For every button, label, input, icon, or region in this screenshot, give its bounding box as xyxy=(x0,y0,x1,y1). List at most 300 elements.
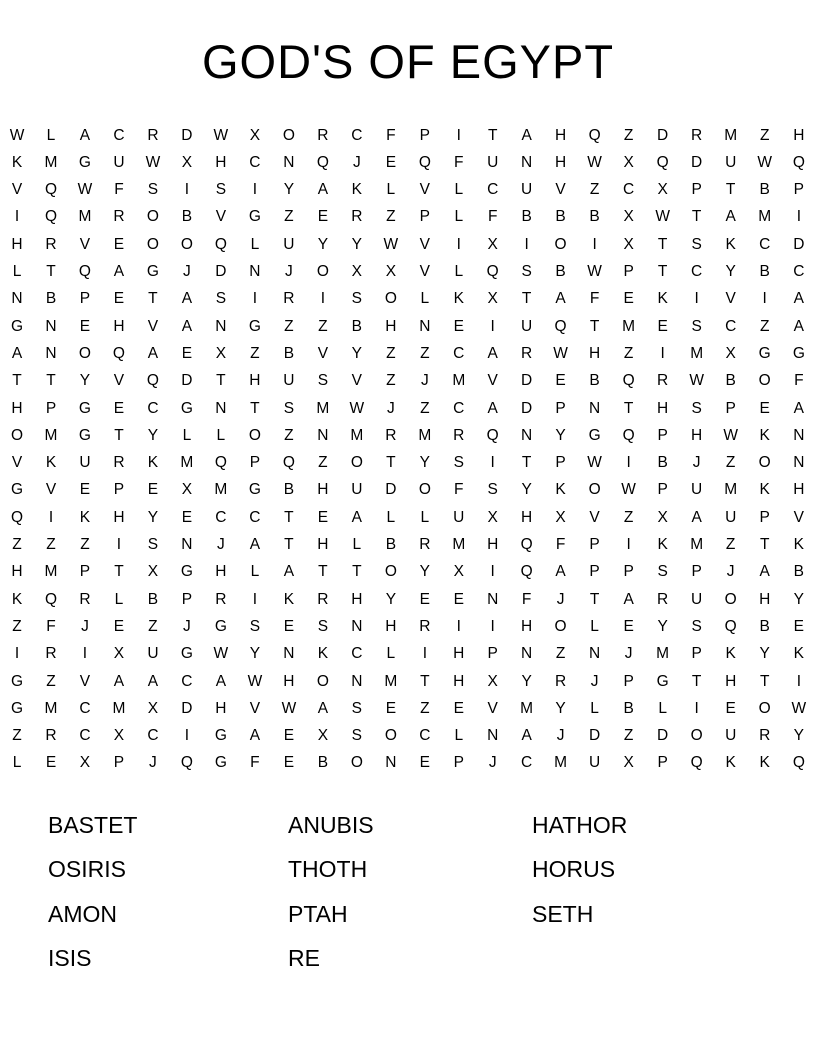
grid-cell[interactable]: R xyxy=(759,727,771,745)
grid-cell[interactable]: A xyxy=(317,181,329,199)
grid-cell[interactable]: M xyxy=(44,563,58,581)
grid-cell[interactable]: V xyxy=(419,263,431,281)
grid-cell[interactable]: T xyxy=(691,672,702,690)
grid-cell[interactable]: P xyxy=(113,754,125,772)
grid-cell[interactable]: X xyxy=(623,235,634,253)
grid-cell[interactable]: A xyxy=(215,672,227,690)
grid-cell[interactable]: K xyxy=(657,536,668,554)
grid-cell[interactable]: I xyxy=(82,645,88,663)
grid-cell[interactable]: G xyxy=(10,699,24,717)
grid-cell[interactable]: B xyxy=(657,454,668,472)
grid-cell[interactable]: Z xyxy=(623,344,634,362)
grid-cell[interactable]: U xyxy=(725,727,737,745)
grid-cell[interactable]: H xyxy=(317,536,329,554)
grid-cell[interactable]: O xyxy=(146,208,159,226)
grid-cell[interactable]: P xyxy=(623,563,634,581)
grid-cell[interactable]: Z xyxy=(623,508,634,526)
grid-cell[interactable]: S xyxy=(351,290,363,308)
grid-cell[interactable]: O xyxy=(588,481,601,499)
grid-cell[interactable]: M xyxy=(690,536,704,554)
grid-cell[interactable]: C xyxy=(351,645,363,663)
grid-cell[interactable]: K xyxy=(725,645,736,663)
grid-cell[interactable]: S xyxy=(691,617,702,635)
grid-cell[interactable]: E xyxy=(725,699,736,717)
grid-cell[interactable]: L xyxy=(590,699,599,717)
grid-cell[interactable]: V xyxy=(215,208,227,226)
grid-cell[interactable]: J xyxy=(556,727,565,745)
grid-cell[interactable]: G xyxy=(656,672,669,690)
grid-cell[interactable]: B xyxy=(147,590,159,608)
grid-cell[interactable]: P xyxy=(691,645,702,663)
grid-cell[interactable]: J xyxy=(183,263,191,281)
grid-cell[interactable]: A xyxy=(147,672,159,690)
grid-cell[interactable]: L xyxy=(250,235,260,253)
grid-cell[interactable]: G xyxy=(180,399,193,417)
grid-cell[interactable]: P xyxy=(419,208,431,226)
grid-cell[interactable]: E xyxy=(283,617,295,635)
grid-cell[interactable]: T xyxy=(284,536,294,554)
grid-cell[interactable]: M xyxy=(350,426,364,444)
grid-cell[interactable]: Z xyxy=(725,454,736,472)
grid-cell[interactable]: V xyxy=(419,235,431,253)
grid-cell[interactable]: R xyxy=(657,590,669,608)
grid-cell[interactable]: N xyxy=(45,344,57,362)
grid-cell[interactable]: L xyxy=(454,208,464,226)
grid-cell[interactable]: Y xyxy=(725,263,736,281)
grid-cell[interactable]: T xyxy=(386,454,396,472)
grid-cell[interactable]: M xyxy=(452,536,466,554)
grid-cell[interactable]: R xyxy=(554,672,567,690)
grid-cell[interactable]: P xyxy=(113,481,125,499)
grid-cell[interactable]: Y xyxy=(147,426,159,444)
grid-cell[interactable]: S xyxy=(351,727,363,745)
grid-cell[interactable]: H xyxy=(215,563,227,581)
grid-cell[interactable]: E xyxy=(113,235,125,253)
grid-cell[interactable]: A xyxy=(487,344,498,362)
grid-cell[interactable]: A xyxy=(793,290,805,308)
grid-cell[interactable]: G xyxy=(10,672,24,690)
grid-cell[interactable]: O xyxy=(554,235,567,253)
grid-cell[interactable]: R xyxy=(113,208,125,226)
grid-cell[interactable]: A xyxy=(521,126,532,144)
grid-cell[interactable]: N xyxy=(351,617,363,635)
grid-cell[interactable]: T xyxy=(759,672,770,690)
grid-cell[interactable]: Y xyxy=(793,590,805,608)
grid-cell[interactable]: D xyxy=(657,727,669,745)
grid-cell[interactable]: Y xyxy=(657,617,668,635)
grid-cell[interactable]: K xyxy=(45,454,57,472)
grid-cell[interactable]: W xyxy=(281,699,297,717)
grid-cell[interactable]: Q xyxy=(44,590,58,608)
grid-cell[interactable]: G xyxy=(146,263,159,281)
grid-cell[interactable]: Z xyxy=(284,426,294,444)
grid-cell[interactable]: Q xyxy=(622,372,635,390)
grid-cell[interactable]: A xyxy=(249,536,261,554)
grid-cell[interactable]: X xyxy=(487,290,498,308)
grid-cell[interactable]: Q xyxy=(10,508,24,526)
grid-cell[interactable]: A xyxy=(249,727,261,745)
grid-cell[interactable]: V xyxy=(79,672,91,690)
grid-cell[interactable]: A xyxy=(181,290,193,308)
grid-cell[interactable]: R xyxy=(453,426,465,444)
grid-cell[interactable]: M xyxy=(384,672,398,690)
grid-cell[interactable]: R xyxy=(215,590,227,608)
grid-cell[interactable]: K xyxy=(555,481,566,499)
grid-cell[interactable]: V xyxy=(725,290,736,308)
grid-cell[interactable]: O xyxy=(384,563,397,581)
grid-cell[interactable]: L xyxy=(454,181,464,199)
grid-cell[interactable]: W xyxy=(349,399,365,417)
grid-cell[interactable]: X xyxy=(623,153,634,171)
grid-cell[interactable]: N xyxy=(793,454,805,472)
grid-cell[interactable]: A xyxy=(555,563,566,581)
grid-cell[interactable]: S xyxy=(521,263,532,281)
grid-cell[interactable]: E xyxy=(113,290,125,308)
grid-cell[interactable]: W xyxy=(689,372,704,390)
grid-cell[interactable]: C xyxy=(725,317,737,335)
grid-cell[interactable]: L xyxy=(420,508,430,526)
grid-cell[interactable]: B xyxy=(181,208,193,226)
grid-cell[interactable]: I xyxy=(320,290,326,308)
grid-cell[interactable]: Y xyxy=(521,672,532,690)
grid-cell[interactable]: O xyxy=(384,290,397,308)
grid-cell[interactable]: Z xyxy=(759,126,770,144)
grid-cell[interactable]: I xyxy=(490,454,495,472)
grid-cell[interactable]: A xyxy=(691,508,702,526)
grid-cell[interactable]: P xyxy=(589,563,600,581)
grid-cell[interactable]: W xyxy=(9,126,25,144)
grid-cell[interactable]: O xyxy=(78,344,91,362)
grid-cell[interactable]: P xyxy=(657,481,668,499)
grid-cell[interactable]: Z xyxy=(623,727,634,745)
grid-cell[interactable]: G xyxy=(214,754,227,772)
grid-cell[interactable]: V xyxy=(79,235,91,253)
grid-cell[interactable]: Z xyxy=(12,727,22,745)
grid-cell[interactable]: L xyxy=(454,727,464,745)
grid-cell[interactable]: I xyxy=(48,508,54,526)
grid-cell[interactable]: T xyxy=(623,399,634,417)
grid-cell[interactable]: S xyxy=(657,563,668,581)
grid-cell[interactable]: H xyxy=(351,590,363,608)
grid-cell[interactable]: M xyxy=(316,399,330,417)
grid-cell[interactable]: H xyxy=(453,672,465,690)
grid-cell[interactable]: F xyxy=(794,372,804,390)
grid-cell[interactable]: O xyxy=(690,727,703,745)
grid-cell[interactable]: X xyxy=(385,263,397,281)
grid-cell[interactable]: I xyxy=(456,617,461,635)
grid-cell[interactable]: P xyxy=(555,399,566,417)
grid-cell[interactable]: E xyxy=(317,208,329,226)
grid-cell[interactable]: B xyxy=(759,617,770,635)
grid-cell[interactable]: F xyxy=(250,754,260,772)
grid-cell[interactable]: E xyxy=(283,754,295,772)
grid-cell[interactable]: E xyxy=(623,290,634,308)
grid-cell[interactable]: Q xyxy=(690,754,703,772)
grid-cell[interactable]: S xyxy=(691,317,702,335)
grid-cell[interactable]: S xyxy=(487,481,498,499)
grid-cell[interactable]: J xyxy=(216,536,225,554)
grid-cell[interactable]: A xyxy=(793,399,805,417)
grid-cell[interactable]: J xyxy=(726,563,735,581)
grid-cell[interactable]: I xyxy=(490,563,495,581)
grid-cell[interactable]: X xyxy=(351,263,363,281)
grid-cell[interactable]: H xyxy=(691,426,703,444)
grid-cell[interactable]: X xyxy=(181,481,193,499)
grid-cell[interactable]: T xyxy=(589,317,600,335)
grid-cell[interactable]: C xyxy=(181,672,193,690)
grid-cell[interactable]: X xyxy=(147,563,159,581)
grid-cell[interactable]: H xyxy=(589,344,601,362)
grid-cell[interactable]: A xyxy=(759,563,770,581)
grid-cell[interactable]: C xyxy=(419,727,431,745)
grid-cell[interactable]: T xyxy=(250,399,260,417)
grid-cell[interactable]: Z xyxy=(623,126,634,144)
grid-cell[interactable]: I xyxy=(490,317,495,335)
grid-cell[interactable]: J xyxy=(556,590,565,608)
grid-cell[interactable]: T xyxy=(487,126,498,144)
grid-cell[interactable]: H xyxy=(453,645,465,663)
grid-cell[interactable]: Z xyxy=(12,536,22,554)
grid-cell[interactable]: X xyxy=(113,727,125,745)
grid-cell[interactable]: K xyxy=(759,754,770,772)
grid-cell[interactable]: L xyxy=(114,590,124,608)
grid-cell[interactable]: U xyxy=(283,235,295,253)
grid-cell[interactable]: X xyxy=(623,754,634,772)
grid-cell[interactable]: K xyxy=(317,645,329,663)
grid-cell[interactable]: E xyxy=(181,344,193,362)
grid-cell[interactable]: C xyxy=(79,727,91,745)
grid-cell[interactable]: K xyxy=(11,153,23,171)
grid-cell[interactable]: L xyxy=(46,126,56,144)
grid-cell[interactable]: I xyxy=(116,536,122,554)
grid-cell[interactable]: N xyxy=(487,727,499,745)
grid-cell[interactable]: N xyxy=(385,754,397,772)
grid-cell[interactable]: D xyxy=(181,372,193,390)
grid-cell[interactable]: K xyxy=(147,454,159,472)
grid-cell[interactable]: E xyxy=(181,508,193,526)
grid-cell[interactable]: X xyxy=(453,563,464,581)
grid-cell[interactable]: H xyxy=(521,617,533,635)
grid-cell[interactable]: H xyxy=(11,563,23,581)
grid-cell[interactable]: X xyxy=(657,508,668,526)
grid-cell[interactable]: M xyxy=(112,699,126,717)
grid-cell[interactable]: J xyxy=(590,672,599,690)
grid-cell[interactable]: S xyxy=(249,617,261,635)
grid-cell[interactable]: M xyxy=(214,481,228,499)
grid-cell[interactable]: V xyxy=(487,699,498,717)
grid-cell[interactable]: Q xyxy=(112,344,125,362)
grid-cell[interactable]: P xyxy=(249,454,261,472)
grid-cell[interactable]: B xyxy=(351,317,363,335)
grid-cell[interactable]: U xyxy=(487,153,499,171)
grid-cell[interactable]: H xyxy=(793,126,805,144)
grid-cell[interactable]: G xyxy=(758,344,771,362)
grid-cell[interactable]: U xyxy=(691,590,703,608)
grid-cell[interactable]: K xyxy=(759,426,770,444)
grid-cell[interactable]: C xyxy=(215,508,227,526)
grid-cell[interactable]: E xyxy=(793,617,805,635)
grid-cell[interactable]: M xyxy=(44,426,58,444)
grid-cell[interactable]: U xyxy=(113,153,125,171)
grid-cell[interactable]: Y xyxy=(555,699,566,717)
grid-cell[interactable]: E xyxy=(419,590,431,608)
grid-cell[interactable]: N xyxy=(521,426,533,444)
grid-cell[interactable]: I xyxy=(490,617,495,635)
grid-cell[interactable]: H xyxy=(759,590,771,608)
grid-cell[interactable]: C xyxy=(249,508,261,526)
grid-cell[interactable]: T xyxy=(657,235,668,253)
grid-cell[interactable]: R xyxy=(351,208,363,226)
grid-cell[interactable]: T xyxy=(691,208,702,226)
grid-cell[interactable]: X xyxy=(113,645,125,663)
grid-cell[interactable]: A xyxy=(113,263,125,281)
grid-cell[interactable]: Q xyxy=(78,263,91,281)
grid-cell[interactable]: U xyxy=(725,508,737,526)
grid-cell[interactable]: W xyxy=(77,181,93,199)
grid-cell[interactable]: R xyxy=(113,454,125,472)
grid-cell[interactable]: F xyxy=(487,208,498,226)
grid-cell[interactable]: L xyxy=(386,181,396,199)
grid-cell[interactable]: L xyxy=(386,645,396,663)
grid-cell[interactable]: D xyxy=(521,399,533,417)
grid-cell[interactable]: U xyxy=(725,153,737,171)
grid-cell[interactable]: D xyxy=(215,263,227,281)
grid-cell[interactable]: C xyxy=(147,727,159,745)
grid-cell[interactable]: R xyxy=(45,645,57,663)
grid-cell[interactable]: V xyxy=(793,508,805,526)
grid-cell[interactable]: O xyxy=(384,727,397,745)
grid-cell[interactable]: G xyxy=(214,617,227,635)
grid-cell[interactable]: E xyxy=(453,699,464,717)
grid-cell[interactable]: M xyxy=(44,699,58,717)
word-list-item[interactable]: PTAH xyxy=(288,900,348,927)
grid-cell[interactable]: S xyxy=(317,617,329,635)
grid-cell[interactable]: N xyxy=(351,672,363,690)
grid-cell[interactable]: I xyxy=(626,536,631,554)
grid-cell[interactable]: O xyxy=(350,454,363,472)
grid-cell[interactable]: N xyxy=(215,399,227,417)
grid-cell[interactable]: N xyxy=(249,263,261,281)
grid-cell[interactable]: F xyxy=(114,181,124,199)
grid-cell[interactable]: L xyxy=(658,699,667,717)
grid-cell[interactable]: G xyxy=(792,344,805,362)
grid-cell[interactable]: C xyxy=(487,181,499,199)
grid-cell[interactable]: R xyxy=(419,536,431,554)
grid-cell[interactable]: G xyxy=(248,317,261,335)
grid-cell[interactable]: S xyxy=(317,372,329,390)
grid-cell[interactable]: N xyxy=(215,317,227,335)
grid-cell[interactable]: U xyxy=(691,481,703,499)
grid-cell[interactable]: I xyxy=(422,645,427,663)
grid-cell[interactable]: I xyxy=(252,181,258,199)
word-list-item[interactable]: THOTH xyxy=(288,856,368,883)
grid-cell[interactable]: K xyxy=(79,508,91,526)
grid-cell[interactable]: X xyxy=(657,181,668,199)
grid-cell[interactable]: O xyxy=(316,263,329,281)
grid-cell[interactable]: Z xyxy=(759,317,770,335)
grid-cell[interactable]: O xyxy=(350,754,363,772)
grid-cell[interactable]: O xyxy=(724,590,737,608)
grid-cell[interactable]: R xyxy=(317,590,329,608)
word-list-item[interactable]: SETH xyxy=(532,900,594,927)
grid-cell[interactable]: I xyxy=(252,290,258,308)
grid-cell[interactable]: B xyxy=(793,563,805,581)
grid-cell[interactable]: P xyxy=(793,181,805,199)
grid-cell[interactable]: O xyxy=(248,426,261,444)
grid-cell[interactable]: P xyxy=(453,754,464,772)
grid-cell[interactable]: U xyxy=(521,317,533,335)
grid-cell[interactable]: E xyxy=(317,508,329,526)
grid-cell[interactable]: N xyxy=(181,536,193,554)
grid-cell[interactable]: O xyxy=(758,454,771,472)
grid-cell[interactable]: N xyxy=(283,153,295,171)
grid-cell[interactable]: C xyxy=(453,344,465,362)
grid-cell[interactable]: F xyxy=(454,153,464,171)
grid-cell[interactable]: G xyxy=(214,727,227,745)
grid-cell[interactable]: M xyxy=(758,208,772,226)
grid-cell[interactable]: N xyxy=(11,290,23,308)
grid-cell[interactable]: Y xyxy=(555,426,566,444)
grid-cell[interactable]: C xyxy=(79,699,91,717)
grid-cell[interactable]: R xyxy=(691,126,703,144)
grid-cell[interactable]: I xyxy=(14,645,20,663)
grid-cell[interactable]: X xyxy=(181,153,193,171)
grid-cell[interactable]: K xyxy=(793,645,805,663)
grid-cell[interactable]: Y xyxy=(351,235,363,253)
grid-cell[interactable]: B xyxy=(759,181,770,199)
grid-cell[interactable]: C xyxy=(521,754,533,772)
grid-cell[interactable]: P xyxy=(623,672,634,690)
grid-cell[interactable]: Z xyxy=(148,617,158,635)
grid-cell[interactable]: T xyxy=(148,290,158,308)
grid-cell[interactable]: N xyxy=(487,590,499,608)
grid-cell[interactable]: T xyxy=(46,372,56,390)
grid-cell[interactable]: B xyxy=(283,481,295,499)
grid-cell[interactable]: H xyxy=(385,617,397,635)
grid-cell[interactable]: Z xyxy=(386,372,396,390)
grid-cell[interactable]: S xyxy=(215,181,227,199)
grid-cell[interactable]: N xyxy=(589,645,601,663)
grid-cell[interactable]: H xyxy=(487,536,499,554)
grid-cell[interactable]: Y xyxy=(759,645,770,663)
grid-cell[interactable]: T xyxy=(114,426,124,444)
grid-cell[interactable]: Q xyxy=(214,235,227,253)
grid-cell[interactable]: W xyxy=(213,126,229,144)
grid-cell[interactable]: T xyxy=(521,454,532,472)
grid-cell[interactable]: Y xyxy=(521,481,532,499)
grid-cell[interactable]: K xyxy=(453,290,464,308)
grid-cell[interactable]: W xyxy=(145,153,161,171)
grid-cell[interactable]: Z xyxy=(555,645,566,663)
grid-cell[interactable]: B xyxy=(759,263,770,281)
word-list-item[interactable]: RE xyxy=(288,945,320,972)
grid-cell[interactable]: P xyxy=(657,426,668,444)
grid-cell[interactable]: V xyxy=(555,181,566,199)
grid-cell[interactable]: L xyxy=(182,426,192,444)
grid-cell[interactable]: Q xyxy=(418,153,431,171)
grid-cell[interactable]: H xyxy=(11,399,23,417)
grid-cell[interactable]: I xyxy=(694,699,699,717)
grid-cell[interactable]: V xyxy=(351,372,363,390)
grid-cell[interactable]: Q xyxy=(180,754,193,772)
grid-cell[interactable]: O xyxy=(282,126,295,144)
grid-cell[interactable]: Q xyxy=(44,181,58,199)
grid-cell[interactable]: L xyxy=(12,263,22,281)
grid-cell[interactable]: S xyxy=(147,181,159,199)
grid-cell[interactable]: E xyxy=(79,481,91,499)
grid-cell[interactable]: E xyxy=(555,372,566,390)
grid-cell[interactable]: Z xyxy=(12,617,22,635)
